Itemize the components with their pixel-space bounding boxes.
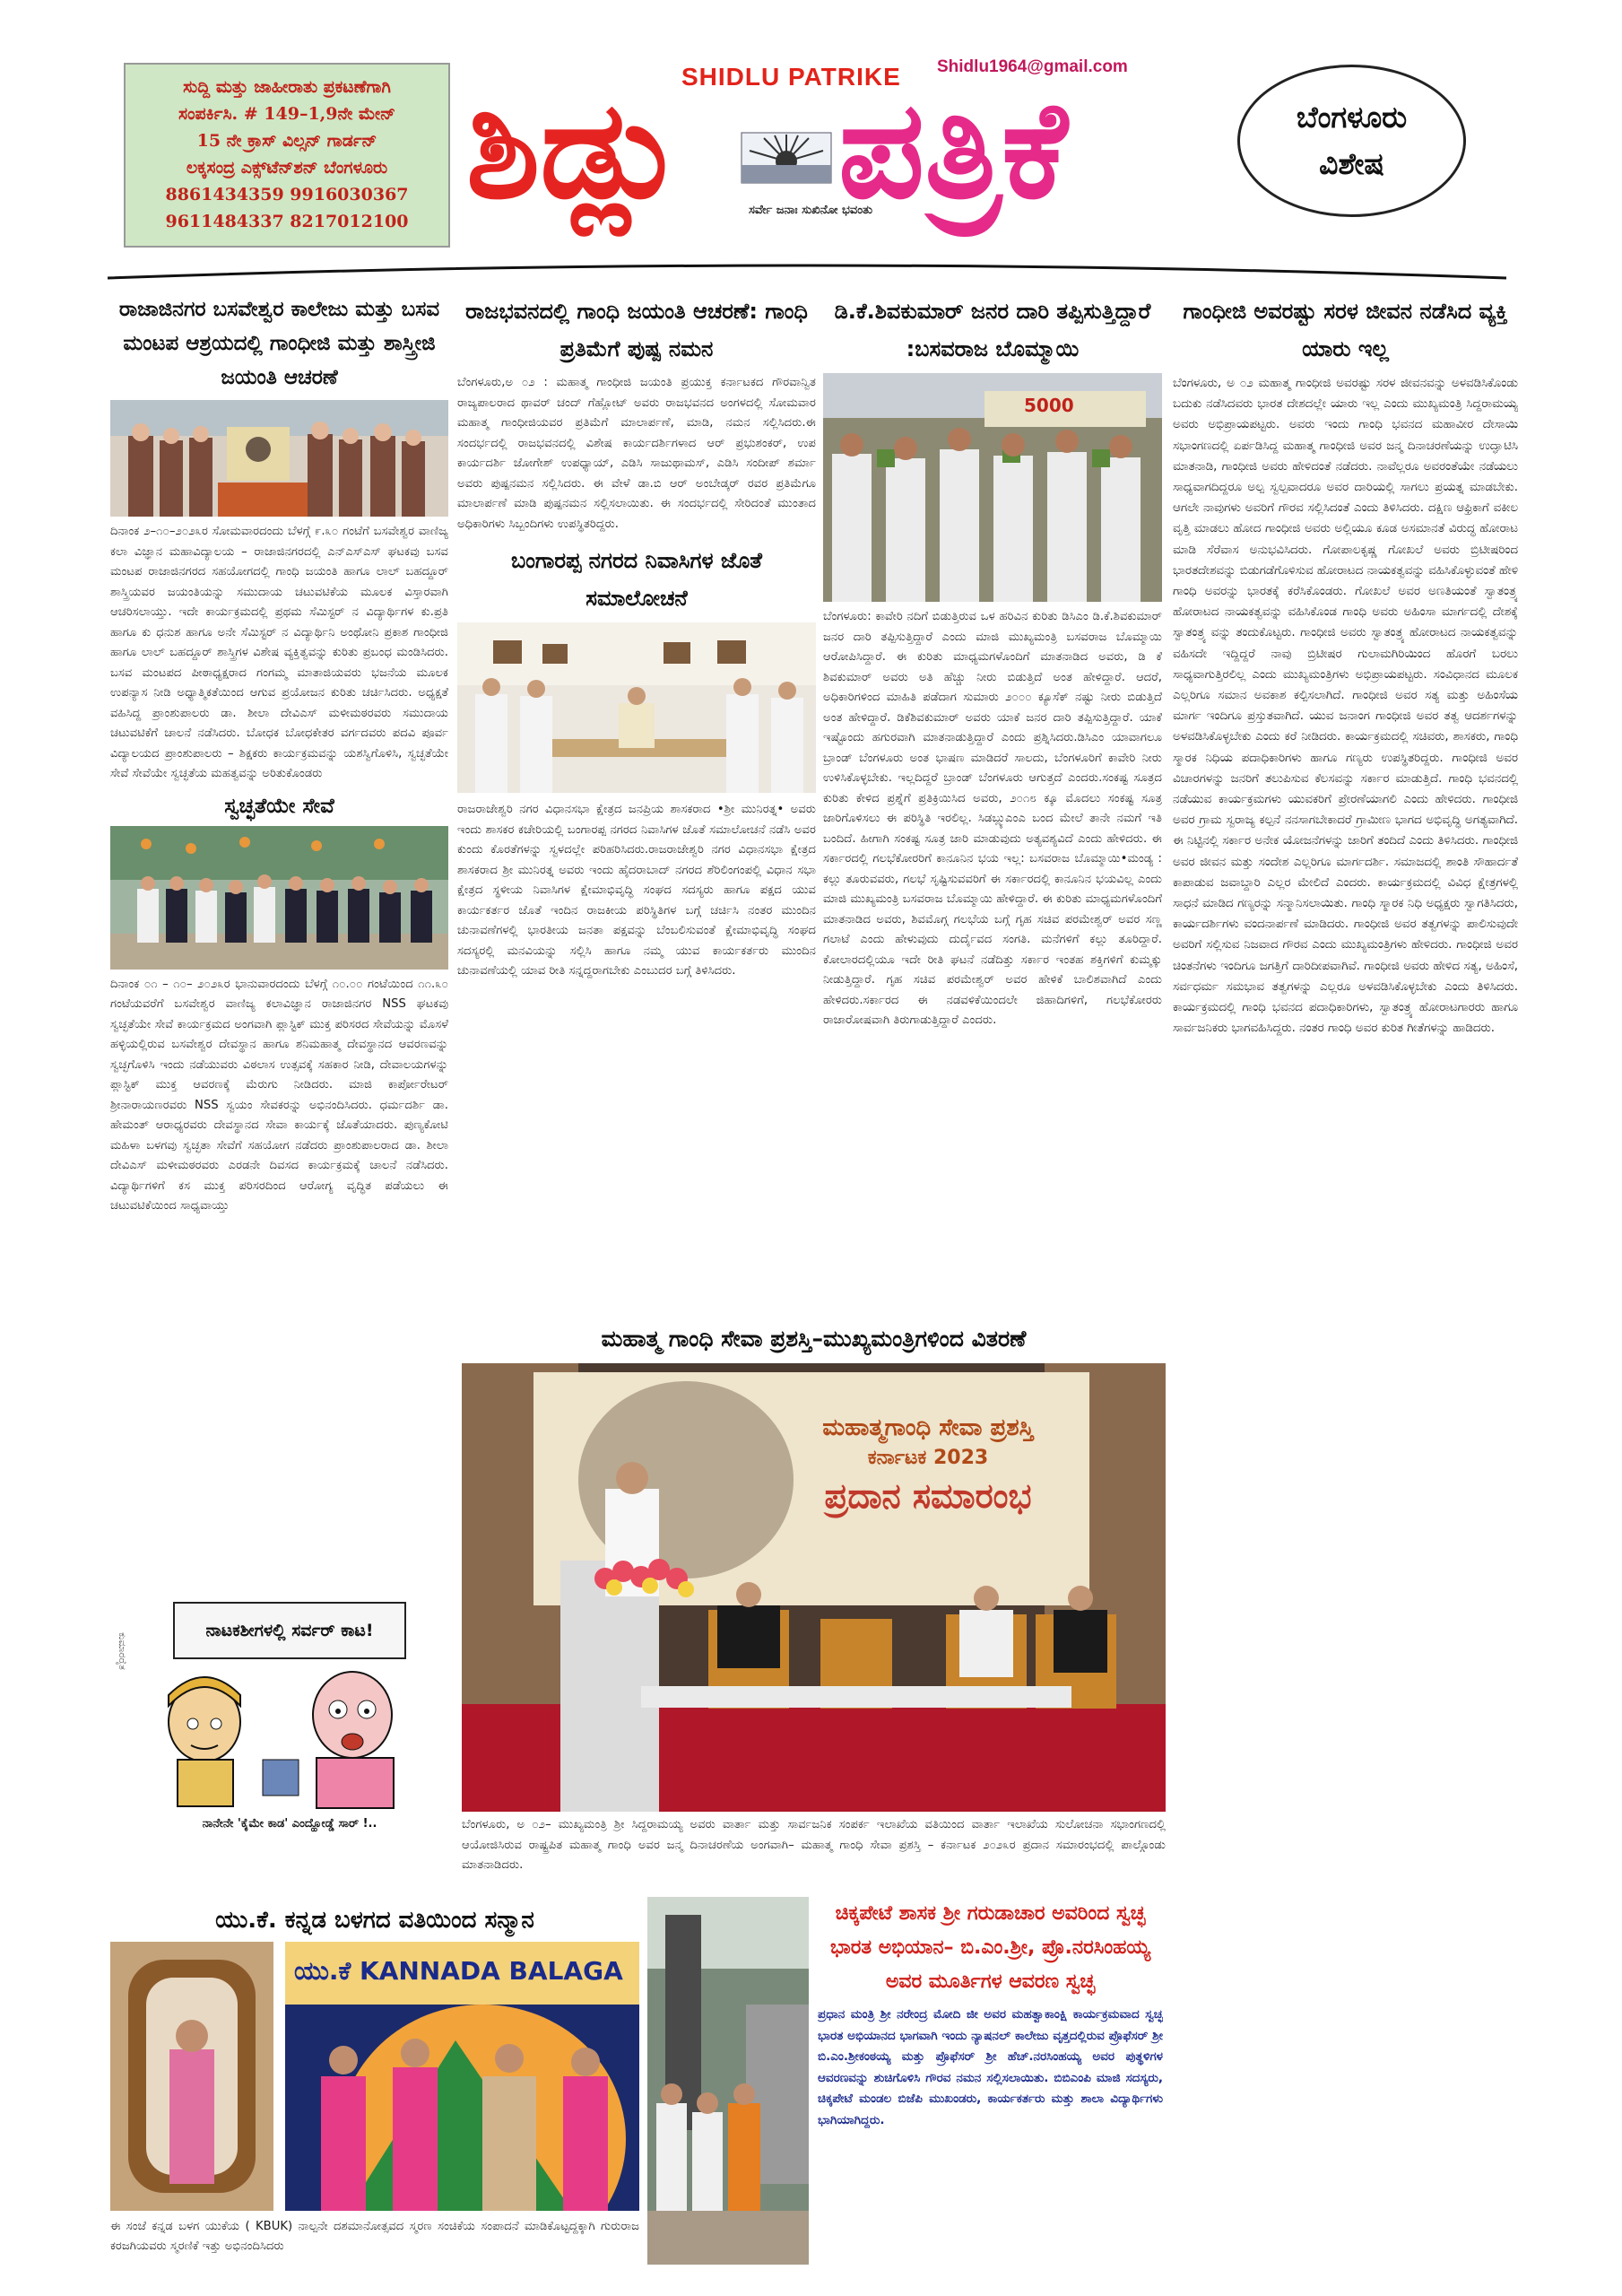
- photo-caption: ಈ ಸಂಜೆ ಕನ್ನಡ ಬಳಗ ಯುಕೆಯ ( KBUK) ನಾಲ್ಪನೇ ದಶಮಾನೋತ್ಸವದ ಸ್ಮರಣ ಸಂಚಿಕೆಯ ಸಂಪಾದನೆ ಮಾಡಿಕೊಟ್ಟದ್ದಕ್ಕಾಗಿ ಗುರುರಾಜ ಕರಜಗಿಯವರು ಸ್ಮರಣಿಕೆ ಇತ್ತು ಅಭಿನಂದಿಸಿದರು: [110, 2220, 639, 2253]
- article-headline: ಮಹಾತ್ಮ ಗಾಂಧಿ ಸೇವಾ ಪ್ರಶಸ್ತಿ–ಮುಖ್ಯಮಂತ್ರಿಗಳಿಂದ ವಿತರಣೆ: [601, 1326, 1027, 1352]
- photo-caption: ಬೆಂಗಳೂರು, ಅ ೦೨– ಮುಖ್ಯಮಂತ್ರಿ ಶ್ರೀ ಸಿದ್ದರಾಮಯ್ಯ ಅವರು ವಾರ್ತಾ ಮತ್ತು ಸಾರ್ವಜನಿಕ ಸಂಪರ್ಕ ಇಲಾಖೆಯ ವತಿಯಿಂದ ವಾರ್ತಾ ಇಲಾಖೆಯ ಸುಲೋಚನಾ ಸಭಾಂಗಣದಲ್ಲಿ ಆಯೋಜಿಸಿರುವ ರಾಷ್ಟ್ರಪಿತ ಮಹಾತ್ಮ ಗಾಂಧಿ ಅವರ ಜನ್ಮ ದಿನಾಚರಣೆಯ ಅಂಗವಾಗಿ– ಮಹಾತ್ಮ ಗಾಂಧಿ ಸೇವಾ ಪ್ರಶಸ್ತಿ – ಕರ್ನಾಟಕ ೨೦೨೩ರ ಪ್ರದಾನ ಸಮಾರಂಭದಲ್ಲಿ ಪಾಲ್ಗೊಂಡು ಮಾತನಾಡಿದರು.: [462, 1818, 1166, 1872]
- article-body: ಬೆಂಗಳೂರು, ಅ ೦೨ ಮಹಾತ್ಮ ಗಾಂಧೀಜಿ ಅವರಷ್ಟು ಸರಳ ಜೀವನವನ್ನು ಅಳವಡಿಸಿಕೊಂಡು ಬದುಕು ನಡೆಸಿದವರು ಭಾರತ ದೇಶದಲ್ಲೇ ಯಾರು ಇಲ್ಲ ಎಂದು ಮುಖ್ಯಮಂತ್ರಿ ಸಿದ್ದರಾಮಯ್ಯ ಅವರು ಅಭಿಪ್ರಾಯಪಟ್ಟರು. ಅವರು ಇಂದು ಗಾಂಧಿ ಭವನದ ಮಹಾವೀರ ದೇಸಾಯಿ ಸಭಾಂಗಣದಲ್ಲಿ ಏರ್ಪಡಿಸಿದ್ದ ಮಹಾತ್ಮ ಗಾಂಧೀಜಿ ಅವರ ಜನ್ಮ ದಿನಾಚರಣೆಯನ್ನು ಉದ್ಘಾಟಿಸಿ ಮಾತನಾಡಿ, ಗಾಂಧೀಜಿ ಅವರು ಹೇಳಿದಂತೆ ನಡೆದರು. ನಾವೆಲ್ಲರೂ ಅವರಂತೆಯೇ ನಡೆಯಲು ಸಾಧ್ಯವಾಗದಿದ್ದರೂ ಅಲ್ಪ ಸ್ವಲ್ಪವಾದರೂ ಅವರ ದಾರಿಯಲ್ಲಿ ಸಾಗಲು ಪ್ರಯತ್ನ ಮಾಡಬೇಕು. ಆಗಲೇ ನಾವುಗಳು ಅವರಿಗೆ ಗೌರವ ಸಲ್ಲಿಸಿದಂತೆ ಎಂದು ತಿಳಿಸಿದರು. ದಕ್ಷಿಣ ಆಫ್ರಿಕಾಗೆ ವಕೀಲ ವೃತ್ತಿ ಮಾಡಲು ಹೋದ ಗಾಂಧೀಜಿ ಅವರು ಅಲ್ಲಿಯೂ ಕೂಡ ಅಸಮಾನತೆ ವಿರುದ್ಧ ಹೋರಾಟ ಮಾಡಿ ಸೆರೆವಾಸ ಅನುಭವಿಸಿದರು. ಗೋಪಾಲಕೃಷ್ಣ ಗೋಖಲೆ ಅವರು ಬ್ರಿಟೀಷರಿಂದ ಭಾರತದೇಶವನ್ನು ಬಿಡುಗಡೆಗೊಳಿಸುವ ಹೋರಾಟದ ನಾಯಕತ್ವವನ್ನು ವಹಿಸಿಕೊಳ್ಳುವಂತೆ ಹೇಳಿ ಗಾಂಧಿ ಅವರನ್ನು ಭಾರತಕ್ಕೆ ಕರೆಸಿಕೊಂಡರು. ಗೋಖಲೆ ಅವರ ಅಣತಿಯಂತೆ ಸ್ವಾತಂತ್ರ್ಯ ಹೋರಾಟದ ನಾಯಕತ್ವವನ್ನು ವಹಿಸಿಕೊಂಡ ಗಾಂಧಿ ಅವರು ಅಹಿಂಸಾ ಮಾರ್ಗದಲ್ಲಿ ದೇಶಕ್ಕೆ ಸ್ವಾತಂತ್ರ್ಯ ವನ್ನು ತಂದುಕೊಟ್ಟರು. ಗಾಂಧೀಜಿ ಅವರು ಸ್ವಾತಂತ್ರ್ಯ ಹೋರಾಟದ ನಾಯಕತ್ವವನ್ನು ವಹಿಸದೇ ಇದ್ದಿದ್ದರೆ ನಾವು ಬ್ರಿಟೀಷರ ಗುಲಾಮಗಿರಿಯಿಂದ ಹೊರಗೆ ಬರಲು ಸಾಧ್ಯವಾಗುತ್ತಿರಲಿಲ್ಲ ಎಂದು ಮುಖ್ಯಮಂತ್ರಿಗಳು ಅಭಿಪ್ರಾಯಪಟ್ಟರು. ಸಂವಿಧಾನದ ಮೂಲಕ ಎಲ್ಲರಿಗೂ ಸಮಾನ ಅವಕಾಶ ಕಲ್ಪಿಸಲಾಗಿದೆ. ಗಾಂಧೀಜಿ ಅವರ ಸತ್ಯ ಮತ್ತು ಅಹಿಂಸೆಯ ಮಾರ್ಗ ಇಂದಿಗೂ ಪ್ರಸ್ತುತವಾಗಿದೆ. ಯುವ ಜನಾಂಗ ಗಾಂಧೀಜಿ ಅವರ ತತ್ವ ಆದರ್ಶಗಳನ್ನು ಅಳವಡಿಸಿಕೊಳ್ಳಬೇಕು ಎಂದು ಕರೆ ನೀಡಿದರು. ಕಾರ್ಯಕ್ರಮದಲ್ಲಿ ಸಚಿವರು, ಶಾಸಕರು, ಗಾಂಧಿ ಸ್ಮಾರಕ ನಿಧಿಯ ಪದಾಧಿಕಾರಿಗಳು ಹಾಗೂ ಗಣ್ಯರು ಉಪಸ್ಥಿತರಿದ್ದರು. ಗಾಂಧೀಜಿ ಅವರ ವಿಚಾರಗಳನ್ನು ಜನರಿಗೆ ತಲುಪಿಸುವ ಕೆಲಸವನ್ನು ಸರ್ಕಾರ ಮಾಡುತ್ತಿದೆ. ಗಾಂಧಿ ಭವನದಲ್ಲಿ ನಡೆಯುವ ಕಾರ್ಯಕ್ರಮಗಳು ಯುವಕರಿಗೆ ಪ್ರೇರಣೆಯಾಗಲಿ ಎಂದು ಹೇಳಿದರು. ಗಾಂಧೀಜಿ ಅವರ ಗ್ರಾಮ ಸ್ವರಾಜ್ಯ ಕಲ್ಪನೆ ನನಸಾಗಬೇಕಾದರೆ ಗ್ರಾಮೀಣ ಭಾಗದ ಅಭಿವೃದ್ಧಿ ಅಗತ್ಯವಾಗಿದೆ. ಈ ನಿಟ್ಟಿನಲ್ಲಿ ಸರ್ಕಾರ ಅನೇಕ ಯೋಜನೆಗಳನ್ನು ಜಾರಿಗೆ ತಂದಿದೆ ಎಂದು ತಿಳಿಸಿದರು. ಗಾಂಧೀಜಿ ಅವರ ಜೀವನ ಮತ್ತು ಸಂದೇಶ ಎಲ್ಲರಿಗೂ ಮಾರ್ಗದರ್ಶಿ. ಸಮಾಜದಲ್ಲಿ ಶಾಂತಿ ಸೌಹಾರ್ದತೆ ಕಾಪಾಡುವ ಜವಾಬ್ದಾರಿ ಎಲ್ಲರ ಮೇಲಿದೆ ಎಂದರು. ಕಾರ್ಯಕ್ರಮದಲ್ಲಿ ವಿವಿಧ ಕ್ಷೇತ್ರಗಳಲ್ಲಿ ಸಾಧನೆ ಮಾಡಿದ ಗಣ್ಯರನ್ನು ಸನ್ಮಾನಿಸಲಾಯಿತು. ಗಾಂಧಿ ಸ್ಮಾರಕ ನಿಧಿ ಅಧ್ಯಕ್ಷರು ಸ್ವಾಗತಿಸಿದರು, ಕಾರ್ಯದರ್ಶಿಗಳು ವಂದನಾರ್ಪಣೆ ಮಾಡಿದರು. ಗಾಂಧೀಜಿ ಅವರ ತತ್ವಗಳನ್ನು ಪಾಲಿಸುವುದೇ ಅವರಿಗೆ ಸಲ್ಲಿಸುವ ನಿಜವಾದ ಗೌರವ ಎಂದು ಮುಖ್ಯಮಂತ್ರಿಗಳು ಹೇಳಿದರು. ಗಾಂಧೀಜಿ ಅವರ ಚಿಂತನೆಗಳು ಇಂದಿಗೂ ಜಗತ್ತಿಗೆ ದಾರಿದೀಪವಾಗಿವೆ. ಗಾಂಧೀಜಿ ಅವರು ಹೇಳಿದ ಸತ್ಯ, ಅಹಿಂಸೆ, ಸರ್ವಧರ್ಮ ಸಮಭಾವ ತತ್ವಗಳನ್ನು ಎಲ್ಲರೂ ಅಳವಡಿಸಿಕೊಳ್ಳಬೇಕು ಎಂದು ತಿಳಿಸಿದರು. ಕಾರ್ಯಕ್ರಮದಲ್ಲಿ ಗಾಂಧಿ ಭವನದ ಪದಾಧಿಕಾರಿಗಳು, ಸ್ವಾತಂತ್ರ್ಯ ಹೋರಾಟಗಾರರು ಹಾಗೂ ಸಾರ್ವಜನಿಕರು ಭಾಗವಹಿಸಿದ್ದರು. ನಂತರ ಗಾಂಧಿ ಅವರ ಕುರಿತ ಗೀತೆಗಳನ್ನು ಹಾಡಿದರು.: [1173, 377, 1518, 1036]
- masthead-logo-part1: ಶಿಡ್ಲು: [466, 73, 685, 229]
- article-headline: ರಾಜಭವನದಲ್ಲಿ ಗಾಂಧಿ ಜಯಂತಿ ಆಚರಣೆ: ಗಾಂಧಿ ಪ್ರತಿಮೆಗೆ ಪುಷ್ಪ ನಮನ: [465, 299, 808, 361]
- column-4: [1173, 292, 1518, 2283]
- edition-badge: [1237, 65, 1466, 217]
- column-3: [823, 292, 1162, 1324]
- article-body: ಬೆಂಗಳೂರು: ಕಾವೇರಿ ನದಿಗೆ ಬಿಡುತ್ತಿರುವ ಒಳ ಹರಿವಿನ ಕುರಿತು ಡಿಸಿಎಂ ಡಿ.ಕೆ.ಶಿವಕುಮಾರ್ ಜನರ ದಾರಿ ತಪ್ಪಿಸುತ್ತಿದ್ದಾರೆ ಎಂದು ಮಾಜಿ ಮುಖ್ಯಮಂತ್ರಿ ಬಸವರಾಜ ಬೊಮ್ಮಾಯಿ ಆರೋಪಿಸಿದ್ದಾರೆ. ಈ ಕುರಿತು ಮಾಧ್ಯಮಗಳೊಂದಿಗೆ ಮಾತನಾಡಿದ ಅವರು, ಡಿ ಕೆ ಶಿವಕುಮಾರ್ ಅವರು ಅತಿ ಹೆಚ್ಚು ನೀರು ಬಿಡುತ್ತಿದೆ ಅಂತ ಹೇಳಿದ್ದಾರೆ. ಆದರೆ, ಅಧಿಕಾರಿಗಳಿಂದ ಮಾಹಿತಿ ಪಡೆದಾಗ ಸುಮಾರು ೨೦೦೦ ಕ್ಯೂಸೆಕ್ ನಷ್ಟು ನೀರು ಬಿಡುತ್ತಿದೆ ಅಂತ ಹೇಳಿದ್ದಾರೆ. ಡಿಕೆಶಿವಕುಮಾರ್ ಅವರು ಯಾಕೆ ಜನರ ದಾರಿ ತಪ್ಪಿಸುತ್ತಿದ್ದಾರೆ. ಯಾಕೆ ಇಷ್ಟೊಂದು ಹಗುರವಾಗಿ ಮಾತನಾಡುತ್ತಿದ್ದಾರೆ ಎಂದು ಪ್ರಶ್ನಿಸಿದರು.ಡಿಸಿಎಂ ಯಾವಾಗಲೂ ಬ್ರಾಂಡ್ ಬೆಂಗಳೂರು ಅಂತ ಭಾಷಣ ಮಾಡಿದರೆ ಸಾಲದು, ಬೆಂಗಳೂರಿಗೆ ಕಾವೇರಿ ನೀರು ಉಳಿಸಿಕೊಳ್ಳಬೇಕು. ಇಲ್ಲದಿದ್ದರೆ ಬ್ರಾಂಡ್ ಬೆಂಗಳೂರು ಆಗುತ್ತದೆ ಎಂದರು.ಸಂಕಷ್ಟ ಸೂತ್ರದ ಕುರಿತು ಕೇಳಿದ ಪ್ರಶ್ನೆಗೆ ಪ್ರತಿಕ್ರಿಯಿಸಿದ ಅವರು, ೨೦೧೮ ಕ್ಕೂ ಮೊದಲು ಸಂಕಷ್ಟ ಸೂತ್ರ ಜಾರಿಗೊಳಿಸಲು ಈ ಪರಿಸ್ಥಿತಿ ಇರಲಿಲ್ಲ. ಸಿಡಬ್ಲ್ಯುಎಂಎ ಬಂದ ಮೇಲೆ ತಾನೇ ನಮಗೆ ಇತಿ ಬಂದಿದೆ. ಹೀಗಾಗಿ ಸಂಕಷ್ಟ ಸೂತ್ರ ಜಾರಿ ಮಾಡುವುದು ಅತ್ಯವಶ್ಯವಿದೆ ಎಂದು ಹೇಳಿದರು. ಈ ಸರ್ಕಾರದಲ್ಲಿ ಗಲಭೆಕೋರರಿಗೆ ಕಾನೂನಿನ ಭಯ ಇಲ್ಲ: ಬಸವರಾಜ ಬೊಮ್ಮಾಯಿ•ಮಂಡ್ಯ : ಕಲ್ಲು ತೂರುವವರು, ಗಲಭೆ ಸೃಷ್ಟಿಸುವವರಿಗೆ ಈ ಸರ್ಕಾರದಲ್ಲಿ ಕಾನೂನಿನ ಭಯವಿಲ್ಲ ಎಂದು ಮಾಜಿ ಮುಖ್ಯಮಂತ್ರಿ ಬಸವರಾಜ ಬೊಮ್ಮಾಯಿ ಹೇಳಿದ್ದಾರೆ. ಈ ಕುರಿತು ಮಾಧ್ಯಮಗಳೊಂದಿಗೆ ಮಾತನಾಡಿದ ಅವರು, ಶಿವಮೊಗ್ಗ ಗಲಭೆಯ ಬಗ್ಗೆ ಗೃಹ ಸಚಿವ ಪರಮೇಶ್ವರ್ ಅವರ ಸಣ್ಣ ಗಲಾಟೆ ಎಂದು ಹೇಳುವುದು ದುರ್ದೈವದ ಸಂಗತಿ. ಮನೆಗಳಿಗೆ ಕಲ್ಲು ತೂರಿದ್ದಾರೆ. ಕೋಲಾರದಲ್ಲಿಯೂ ಇದೇ ರೀತಿ ಘಟನೆ ನಡೆದಿತ್ತು ಸರ್ಕಾರ ಇಂತಹ ಶಕ್ತಿಗಳಿಗೆ ಕುಮ್ಮಕ್ಕು ನೀಡುತ್ತಿದ್ದಾರೆ. ಗೃಹ ಸಚಿವ ಪರಮೇಶ್ವರ್ ಅವರ ಹೇಳಿಕೆ ಬಾಲಿಶವಾಗಿದೆ ಎಂದು ಹೇಳಿದರು.ಸರ್ಕಾರದ ಈ ನಡವಳಿಕೆಯಿಂದಲೇ ಜಿಹಾದಿಗಳಿಗೆ, ಗಲಭೆಕೋರರು ರಾಜಾರೋಷವಾಗಿ ತಿರುಗಾಡುತ್ತಿದ್ದಾರೆ ಎಂದರು.: [823, 610, 1162, 1027]
- contact-email[interactable]: Shidlu1964@gmail.com: [937, 57, 1128, 76]
- ceremony-banner: ಮಹಾತ್ಮಗಾಂಧಿ ಸೇವಾ ಪ್ರಶಸ್ತಿ ಕರ್ನಾಟಕ 2023 ಪ್ರದಾನ ಸಮಾರಂಭ: [822, 1414, 1034, 1516]
- rising-sun-emblem-icon: [737, 126, 836, 188]
- contact-line: ಲಕ್ಕಸಂದ್ರ ಎಕ್ಸ್‌ಟೆನ್‌ಶನ್ ಬೆಂಗಳೂರು: [186, 158, 388, 178]
- contact-line: ಸುದ್ದಿ ಮತ್ತು ಜಾಹೀರಾತು ಪ್ರಕಟಣೆಗಾಗಿ: [183, 77, 391, 97]
- cartoon: [110, 1596, 448, 1857]
- photo-ukkb-stage: [285, 1942, 639, 2211]
- article-body: ಬೆಂಗಳೂರು,ಅ ೦೨ : ಮಹಾತ್ಮ ಗಾಂಧೀಜಿ ಜಯಂತಿ ಪ್ರಯುಕ್ತ ಕರ್ನಾಟಕದ ಗೌರವಾನ್ವಿತ ರಾಜ್ಯಪಾಲರಾದ ಥಾವರ್ ಚಂದ್ ಗೆಹ್ಲೋಟ್ ಅವರು ರಾಜಭವನದ ಅಂಗಳದಲ್ಲಿ ಸೋಮವಾರ ಮಹಾತ್ಮ ಗಾಂಧೀಜಿಯವರ ಪ್ರತಿಮೆಗೆ ಮಾಲಾರ್ಪಣೆ, ಮಾಡಿ, ನಮನ ಸಲ್ಲಿಸಿದರು.ಈ ಸಂದರ್ಭದಲ್ಲಿ ರಾಜಭವನದಲ್ಲಿ ವಿಶೇಷ ಕಾರ್ಯದರ್ಶಿಗಳಾದ ಆರ್ ಪ್ರಭುಶಂಕರ್, ಉಪ ಕಾರ್ಯದರ್ಶಿ ಜೋಗೇಶ್ ಉಪಧ್ಯಾಯ್, ಎಡಿಸಿ ಸಾಜುಥಾಮಸ್, ಎಡಿಸಿ ಸಂದೀಪ್ ಶರ್ಮಾ ಅವರು ಪುಷ್ಪನಮನ ಸಲ್ಲಿಸಿದರು. ಈ ವೇಳೆ ಡಾ.ಬಿ ಆರ್ ಅಂಬೇಡ್ಕರ್ ರವರ ಪ್ರತಿಮೆಗೂ ಮಾಲಾರ್ಪಣೆ ಮಾಡಿ ಪುಷ್ಪನಮನ ಸಲ್ಲಿಸಲಾಯಿತು. ಈ ಸಂದರ್ಭದಲ್ಲಿ ಸೇರಿದಂತೆ ಮುಂತಾದ ಅಧಿಕಾರಿಗಳು ಸಿಬ್ಬಂದಿಗಳು ಉಪಸ್ಥಿತರಿದ್ದರು.: [457, 376, 816, 531]
- masthead-divider: [108, 255, 1506, 291]
- contact-line: ಸಂಪರ್ಕಿಸಿ. # 149–1,9ನೇ ಮೇನ್: [178, 104, 395, 124]
- article-headline: ರಾಜಾಜಿನಗರ ಬಸವೇಶ್ವರ ಕಾಲೇಜು ಮತ್ತು ಬಸವ ಮಂಟಪ ಆಶ್ರಯದಲ್ಲಿ ಗಾಂಧೀಜಿ ಮತ್ತು ಶಾಸ್ತ್ರೀಜಿ ಜಯಂತಿ ಆಚರಣೆ: [118, 298, 440, 389]
- cartoon-banner: ನಾಟಕಶೀಗಳಲ್ಲಿ ಸರ್ವರ್ ಕಾಟ!: [173, 1602, 406, 1659]
- center-story-headline-wrap: [462, 1320, 1166, 1363]
- column-2: [457, 292, 816, 1324]
- photo-award-ceremony: [462, 1363, 1166, 1812]
- photo-statue-cleaning: [647, 1897, 809, 2265]
- article-headline: ಸ್ವಚ್ಛತೆಯೇ ಸೇವೆ: [224, 794, 334, 818]
- cartoon-caption: ನಾನೇನೇ 'ಕೈಮೇ ಕಾಡ' ಎಂದ್ಹೋಡ್ಡೆ ಸಾರ್ !..: [202, 1817, 377, 1831]
- cartoonist-signature: ಕುಮಾರರೈತ: [117, 1632, 128, 1670]
- article-headline: ಯು.ಕೆ. ಕನ್ನಡ ಬಳಗದ ವತಿಯಿಂದ ಸನ್ಮಾನ: [215, 1907, 534, 1934]
- photo-mla-meeting: [457, 622, 816, 793]
- article-headline: ಚಿಕ್ಕಪೇಟೆ ಶಾಸಕ ಶ್ರೀ ಗರುಡಾಚಾರ ಅವರಿಂದ ಸ್ವಚ್ಛ ಭಾರತ ಅಭಿಯಾನ– ಬಿ.ಎಂ.ಶ್ರೀ, ಪ್ರೊ.ನರಸಿಂಹಯ್ಯ ಅವರ ಮೂರ್ತಿಗಳ ಆವರಣ ಸ್ವಚ್ಛ: [829, 1902, 1151, 1993]
- edition-city: ಬೆಂಗಳೂರು: [1296, 100, 1408, 135]
- brand-name-english: SHIDLU PATRIKE: [681, 63, 901, 91]
- contact-box: [124, 63, 450, 248]
- contact-line: 8861434359 9916030367: [165, 185, 409, 204]
- article-body: ರಾಜರಾಜೇಶ್ವರಿ ನಗರ ವಿಧಾನಸಭಾ ಕ್ಷೇತ್ರದ ಜನಪ್ರಿಯ ಶಾಸಕರಾದ •ಶ್ರೀ ಮುನಿರತ್ನ• ಅವರು ಇಂದು ಶಾಸಕರ ಕಚೇರಿಯಲ್ಲಿ ಬಂಗಾರಪ್ಪ ನಗರದ ನಿವಾಸಿಗಳ ಜೊತೆ ಸಮಾಲೋಚನೆ ನಡೆಸಿ ಅವರ ಕುಂದು ಕೊರತೆಗಳನ್ನು ಸ್ವಳದಲ್ಲೇ ಪರಿಹರಿಸಿದರು.ರಾಜರಾಜೇಶ್ವರಿ ನಗರ ವಿಧಾನಸಭಾ ಕ್ಷೇತ್ರದ ಶಾಸಕರಾದ ಶ್ರೀ ಮುನಿರತ್ನ ಅವರು ಇಂದು ಹೈದರಾಬಾದ್ ನಗರದ ಶೆರಿಲಿಂಗಂಪಲ್ಲಿ ವಿಧಾನ ಸಭಾ ಕ್ಷೇತ್ರದ ಸ್ಥಳೀಯ ನಿವಾಸಿಗಳ ಕ್ಷೇಮಾಭಿವೃದ್ಧಿ ಸಂಘದ ಸದಸ್ಯರು ಹಾಗೂ ಪಕ್ಷದ ಯುವ ಕಾರ್ಯಕರ್ತರ ಜೊತೆ ಇಂದಿನ ರಾಜಕೀಯ ಪರಿಸ್ಥಿತಿಗಳ ಬಗ್ಗೆ ಚರ್ಚಿಸಿ ನಂತರ ಮುಂದಿನ ಚುನಾವಣೆಗಳಲ್ಲಿ ಭಾರತೀಯ ಜನತಾ ಪಕ್ಷವನ್ನು ಬೆಂಬಲಿಸುವಂತೆ ಕ್ಷೇಮಾಭಿವೃದ್ಧಿ ಸಂಘದ ಸದಸ್ಯರಲ್ಲಿ ಮನವಿಯನ್ನು ಸಲ್ಲಿಸಿ ಹಾಗೂ ನಮ್ಮ ಯುವ ಕಾರ್ಯಕರ್ತರು ಮುಂದಿನ ಚುನಾವಣೆಯಲ್ಲಿ ಯಾವ ರೀತಿ ಸನ್ನದ್ದರಾಗಬೇಕು ಎಂಬುದರ ಬಗ್ಗೆ ತಿಳಿಸಿದರು.: [457, 803, 816, 978]
- masthead-logo-part2: ಪತ್ರಿಕೆ: [838, 73, 1068, 229]
- photo-cleanliness-drive: [110, 826, 448, 970]
- article-headline: ಗಾಂಧೀಜಿ ಅವರಷ್ಟು ಸರಳ ಜೀವನ ನಡೆಸಿದ ವ್ಯಕ್ತಿ ಯಾರು ಇಲ್ಲ: [1183, 299, 1508, 361]
- contact-line: 15 ನೇ ಕ್ರಾಸ್ ವಿಲ್ಸನ್ ಗಾರ್ಡನ್: [196, 131, 377, 151]
- kannada-balaga-banner: ಯು.ಕೆ KANNADA BALAGA: [294, 1956, 623, 1986]
- garudachar-article: [818, 1897, 1163, 2274]
- article-body: ದಿನಾಂಕ ೨–೧೦–೨೦೨೩ರ ಸೋಮವಾರದಂದು ಬೆಳಗ್ಗೆ ೯.೩೦ ಗಂಟೆಗೆ ಬಸವೇಶ್ವರ ವಾಣಿಜ್ಯ ಕಲಾ ವಿಜ್ಞಾನ ಮಹಾವಿದ್ಯಾಲಯ – ರಾಜಾಜಿನಗರದಲ್ಲಿ ಎನ್‌ಎಸ್‌ಎಸ್ ಘಟಕವು ಬಸವ ಮಂಟಪ ರಾಜಾಜಿನಗರದ ಸಹಯೋಗದಲ್ಲಿ ಗಾಂಧಿ ಜಯಂತಿ ಹಾಗೂ ಲಾಲ್ ಬಹದ್ದೂರ್ ಶಾಸ್ತ್ರಿಯವರ ಜಯಂತಿಯನ್ನು ಸಮುದಾಯ ಚಟುವಟಿಕೆಯ ಮೂಲಕ ವಿಸ್ತಾರವಾಗಿ ಆಚರಿಸಲಾಯ್ತು. ಇದೇ ಕಾರ್ಯಕ್ರಮದಲ್ಲಿ ಪ್ರಥಮ ಸೆಮಿಸ್ಟರ್ ನ ವಿದ್ಯಾರ್ಥಿಗಳ ಕು.ಪ್ರತಿ ಹಾಗೂ ಕು ಧನುಶ ಹಾಗೂ ಅನೇ ಸೆಮಿಸ್ಟರ್ ನ ವಿದ್ಯಾರ್ಥಿನಿ ಅಂಥೋನಿ ಪ್ರಕಾಶ ಗಾಂಧೀಜಿ ಹಾಗೂ ಲಾಲ್ ಬಹದ್ದೂರ್ ಶಾಸ್ತ್ರಿಗಳ ವಿಶೇಷ ವ್ಯಕ್ತಿತ್ವವನ್ನು ಕುರಿತು ಪ್ರಬಂಧ ಮಂಡಿಸಿದರು. ಬಸವ ಮಂಟಪದ ಪೀಠಾಧ್ಯಕ್ಷರಾದ ಗಂಗಮ್ಮ ಮಾತಾಜಿಯವರು ಭಜನೆಯ ಮೂಲಕ ಉಪನ್ಯಾಸ ನೀಡಿ ಅಧ್ಯಾತ್ಮಿಕತೆಯಿಂದ ಆಗುವ ಪ್ರಯೋಜನ ಕುರಿತು ಚರ್ಚಿಸಿದರು. ಅಧ್ಯಕ್ಷತೆ ವಹಿಸಿದ್ದ ಪ್ರಾಂಶುಪಾಲರು ಡಾ. ಶೀಲಾ ದೇವಿಎಸ್ ಮಳೀಮಠರವರು ಸಮುದಾಯ ಚಟುವಟಿಕೆಗೆ ಚಾಲನೆ ನಡೆಸಿದರು. ಬೋಧಕ ಬೋಧಕೇತರ ವರ್ಗದವರು ಪದವಿ ಪೂರ್ವ ವಿದ್ಯಾಲಯದ ಪ್ರಾಂಶುಪಾಲರು – ಶಿಕ್ಷಕರು ಕಾರ್ಯಕ್ರಮವನ್ನು ಯಶಸ್ವಿಗೊಳಿಸಿ, ಸ್ವಚ್ಛತೆಯೇ ಸೇವೆ ಸೇವೆಯೇ ಸ್ವಚ್ಛತೆಯ ಮಹತ್ವವನ್ನು ಅರಿತುಕೊಂಡರು: [110, 525, 448, 780]
- banner-number: 5000: [1024, 395, 1074, 416]
- article-headline: ಡಿ.ಕೆ.ಶಿವಕುಮಾರ್ ಜನರ ದಾರಿ ತಪ್ಪಿಸುತ್ತಿದ್ದಾರೆ :ಬಸವರಾಜ ಬೊಮ್ಮಾಯಿ: [834, 299, 1151, 361]
- edition-label: ವಿಶೇಷ: [1319, 146, 1384, 181]
- cartoon-drawing: [128, 1659, 442, 1812]
- contact-line: 9611484337 8217012100: [165, 212, 409, 231]
- article-headline: ಬಂಗಾರಪ್ಪ ನಗರದ ನಿವಾಸಿಗಳ ಜೊತೆ ಸಮಾಲೋಚನೆ: [511, 548, 762, 611]
- photo-ukkb-portrait: [110, 1942, 273, 2211]
- masthead-motto: ಸರ್ವೇ ಜನಾಃ ಸುಖಿನೋ ಭವಂತು: [749, 204, 873, 217]
- photo-bommai-protest: [823, 373, 1162, 602]
- article-body: ಪ್ರಧಾನ ಮಂತ್ರಿ ಶ್ರೀ ನರೇಂದ್ರ ಮೋದಿ ಜೀ ಅವರ ಮಹತ್ವಾಕಾಂಕ್ಷಿ ಕಾರ್ಯಕ್ರಮವಾದ ಸ್ವಚ್ಛ ಭಾರತ ಅಭಿಯಾನದ ಭಾಗವಾಗಿ ಇಂದು ನ್ಯಾಷನಲ್ ಕಾಲೇಜು ವೃತ್ತದಲ್ಲಿರುವ ಪ್ರೊಫೆಸರ್ ಶ್ರೀ ಬಿ.ಎಂ.ಶ್ರೀಕಂಠಯ್ಯ ಮತ್ತು ಪ್ರೊಫೆಸರ್ ಶ್ರೀ ಹೆಚ್.ನರಸಿಂಹಯ್ಯ ಅವರ ಪುತ್ಥಳಿಗಳ ಆವರಣವನ್ನು ಶುಚಿಗೊಳಿಸಿ ಗೌರವ ನಮನ ಸಲ್ಲಿಸಲಾಯಿತು. ಬಿಬಿಎಂಪಿ ಮಾಜಿ ಸದಸ್ಯರು, ಚಿಕ್ಕಪೇಟೆ ಮಂಡಲ ಬಿಜೆಪಿ ಮುಖಂಡರು, ಕಾರ್ಯಕರ್ತರು ಮತ್ತು ಶಾಲಾ ವಿದ್ಯಾರ್ಥಿಗಳು ಭಾಗಿಯಾಗಿದ್ದರು.: [818, 2007, 1163, 2127]
- article-body: ದಿನಾಂಕ ೦೧ – ೧೦– ೨೦೨೩ರ ಭಾನುವಾರದಂದು ಬೆಳಗ್ಗೆ ೧೦.೦೦ ಗಂಟೆಯಿಂದ ೧೧.೩೦ ಗಂಟೆಯವರೆಗೆ ಬಸವೇಶ್ವರ ವಾಣಿಜ್ಯ ಕಲಾವಿಜ್ಞಾನ ರಾಜಾಜಿನಗರ NSS ಘಟಕವು ಸ್ವಚ್ಛತೆಯೇ ಸೇವೆ ಕಾರ್ಯಕ್ರಮದ ಅಂಗವಾಗಿ ಪ್ಲಾಸ್ಟಿಕ್ ಮುಕ್ತ ಪರಿಸರದ ಸೇವೆಯನ್ನು ಮೊಸಳೆ ಹಳ್ಳಿಯಲ್ಲಿರುವ ಬಸವೇಶ್ವರ ದೇವಸ್ಥಾನ ಹಾಗೂ ಶನಿಮಹಾತ್ಮ ದೇವಸ್ಥಾನದ ಆವರಣವನ್ನು ಸ್ವಚ್ಛಗೊಳಿಸಿ ಇಂದು ನಡೆಯುವರು ವಿಠಲಾಸ ಉತ್ಸವಕ್ಕೆ ಸಹಕಾರ ನೀಡಿ, ದೇವಾಲಯಗಳನ್ನು ಪ್ಲಾಸ್ಟಿಕ್ ಮುಕ್ತ ಆವರಣಕ್ಕೆ ಮೆರುಗು ನೀಡಿದರು. ಮಾಜಿ ಕಾರ್ಪೋರೇಟರ್ ಶ್ರೀನಾರಾಯಣರವರು NSS ಸ್ವಯಂ ಸೇವಕರನ್ನು ಅಭಿನಂದಿಸಿದರು. ಧರ್ಮದರ್ಶಿ ಡಾ. ಹೇಮಂತ್ ಆರಾಧ್ಯರವರು ದೇವಸ್ಥಾನದ ಸೇವಾ ಕಾರ್ಯಕ್ಕೆ ಜೊತೆಯಾದರು. ಪುಣ್ಯಕೋಟಿ ಮಹಿಳಾ ಬಳಗವು ಸ್ವಚ್ಛತಾ ಸೇವೆಗೆ ಸಹಯೋಗ ನಡೆದರು ಪ್ರಾಂಶುಪಾಲರಾದ ಡಾ. ಶೀಲಾ ದೇವಿಎಸ್ ಮಳೀಮಠರವರು ಎರಡನೇ ದಿವಸದ ಕಾರ್ಯಕ್ರಮಕ್ಕೆ ಚಾಲನೆ ನಡೆಸಿದರು. ವಿದ್ಯಾರ್ಥಿಗಳಿಗೆ ಕಸ ಮುಕ್ತ ಪರಿಸರದಿಂದ ಆರೋಗ್ಯ ವೃದ್ಧಿತ ಪಡೆಯಲು ಈ ಚಟುವಟಿಕೆಯಿಂದ ಸಾಧ್ಯವಾಯ್ತು: [110, 977, 448, 1213]
- ukkb-headline-wrap: [110, 1901, 639, 1941]
- photo-college-event: [110, 400, 448, 517]
